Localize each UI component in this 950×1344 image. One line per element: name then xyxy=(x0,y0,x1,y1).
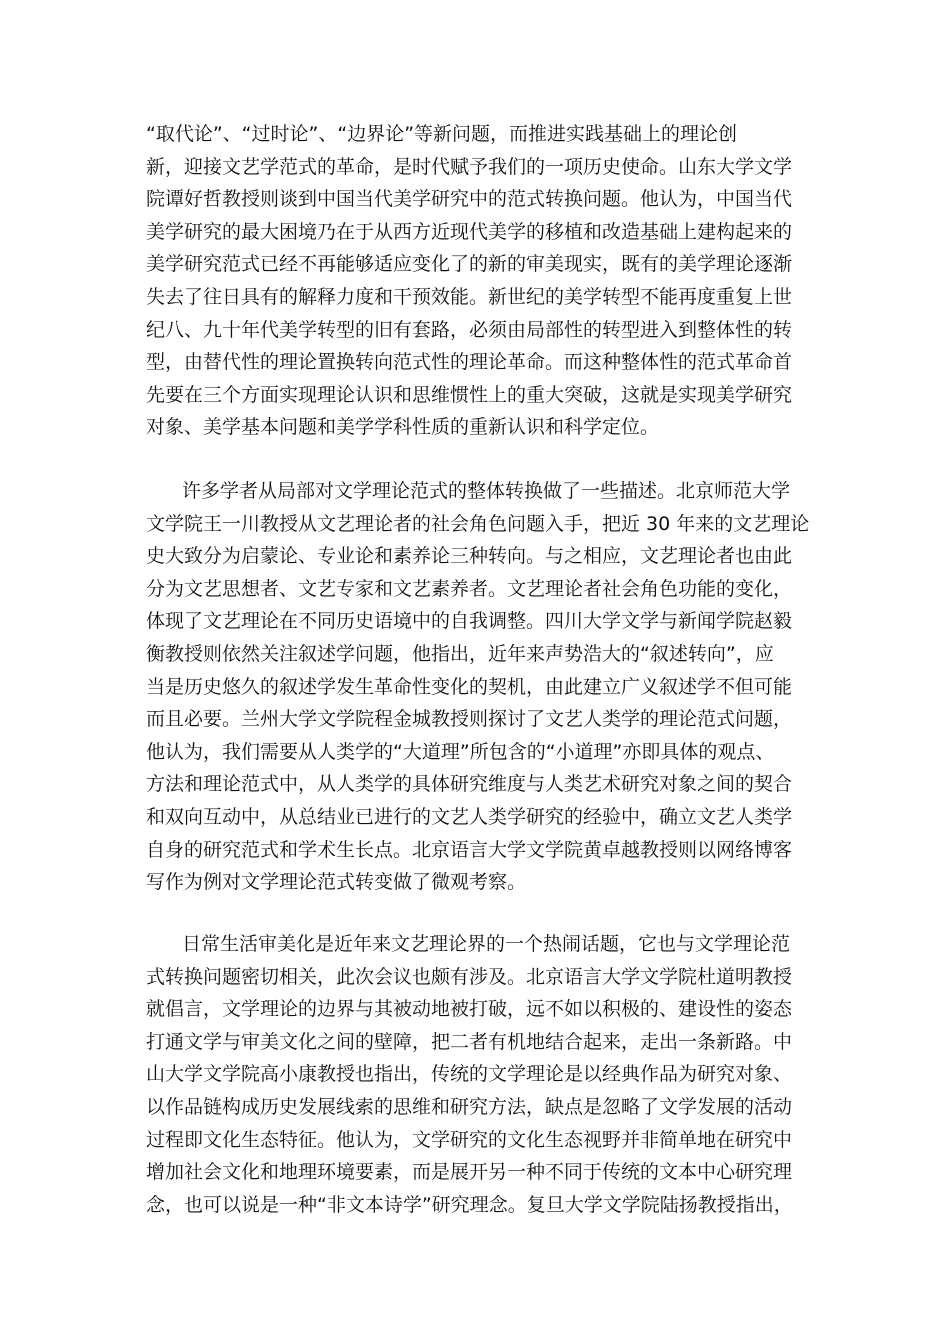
text-line: 先要在三个方面实现理论认识和思维惯性上的重大突破，这就是实现美学研究 xyxy=(146,383,793,406)
text-line: 文学院王一川教授从文艺理论者的社会角色问题入手，把近 30 年来的文艺理论 xyxy=(146,512,810,535)
text-line: 式转换问题密切相关，此次会议也颇有涉及。北京语言大学文学院杜道明教授 xyxy=(146,965,793,988)
text-line: 美学研究范式已经不再能够适应变化了的新的审美现实，既有的美学理论逐渐 xyxy=(146,253,793,276)
text-line: 念，也可以说是一种“非文本诗学”研究理念。复旦大学文学院陆扬教授指出， xyxy=(146,1193,793,1216)
paragraph-3 xyxy=(146,928,793,1221)
text-line: 院谭好哲教授则谈到中国当代美学研究中的范式转换问题。他认为，中国当代 xyxy=(146,188,793,211)
text-line: 而且必要。兰州大学文学院程金城教授则探讨了文艺人类学的理论范式问题， xyxy=(146,708,793,731)
text-line: 山大学文学院高小康教授也指出，传统的文学理论是以经典作品为研究对象、 xyxy=(146,1063,793,1086)
paragraph-1 xyxy=(146,118,792,444)
text-line: 日常生活审美化是近年来文艺理论界的一个热闹话题，它也与文学理论范 xyxy=(182,933,791,955)
text-line: 新，迎接文艺学范式的革命，是时代赋予我们的一项历史使命。山东大学文学 xyxy=(146,155,793,178)
text-line: 写作为例对文学理论范式转变做了微观考察。 xyxy=(146,871,527,894)
text-line: 史大致分为启蒙论、专业论和素养论三种转向。与之相应，文艺理论者也由此 xyxy=(146,545,793,568)
text-line: 美学研究的最大困境乃在于从西方近现代美学的移植和改造基础上建构起来的 xyxy=(146,220,793,243)
text-line: 当是历史悠久的叙述学发生革命性变化的契机，由此建立广义叙述学不但可能 xyxy=(146,675,793,698)
text-line: 增加社会文化和地理环境要素，而是展开另一种不同于传统的文本中心研究理 xyxy=(146,1161,793,1184)
text-line: 自身的研究范式和学术生长点。北京语言大学文学院黄卓越教授则以网络博客 xyxy=(146,838,793,861)
text-line: 分为文艺思想者、文艺专家和文艺素养者。文艺理论者社会角色功能的变化， xyxy=(146,577,793,600)
paragraph-2 xyxy=(146,475,809,899)
text-line: 对象、美学基本问题和美学学科性质的重新认识和科学定位。 xyxy=(146,416,660,439)
text-line: 和双向互动中，从总结业已进行的文艺人类学研究的经验中，确立文艺人类学 xyxy=(146,805,793,828)
text-line: 体现了文艺理论在不同历史语境中的自我调整。四川大学文学与新闻学院赵毅 xyxy=(146,610,793,633)
text-line: 过程即文化生态特征。他认为，文学研究的文化生态视野并非简单地在研究中 xyxy=(146,1128,793,1151)
text-line: “取代论”、“过时论”、“边界论”等新问题，而推进实践基础上的理论创 xyxy=(146,123,738,145)
text-line: 以作品链构成历史发展线索的思维和研究方法，缺点是忽略了文学发展的活动 xyxy=(146,1095,793,1118)
text-line: 方法和理论范式中，从人类学的具体研究维度与人类艺术研究对象之间的契合 xyxy=(146,773,793,796)
text-line: 纪八、九十年代美学转型的旧有套路，必须由局部性的转型进入到整体性的转 xyxy=(146,318,793,341)
text-line: 他认为，我们需要从人类学的“大道理”所包含的“小道理”亦即具体的观点、 xyxy=(146,740,775,763)
text-line: 衡教授则依然关注叙述学问题，他指出，近年来声势浩大的“叙述转向”，应 xyxy=(146,642,774,665)
text-line: 失去了往日具有的解释力度和干预效能。新世纪的美学转型不能再度重复上世 xyxy=(146,285,793,308)
text-line: 型，由替代性的理论置换转向范式性的理论革命。而这种整体性的范式革命首 xyxy=(146,351,793,374)
text-line: 打通文学与审美文化之间的壁障，把二者有机地结合起来，走出一条新路。中 xyxy=(146,1030,793,1053)
text-line: 许多学者从局部对文学理论范式的整体转换做了一些描述。北京师范大学 xyxy=(182,480,791,502)
text-line: 就倡言，文学理论的边界与其被动地被打破，远不如以积极的、建设性的姿态 xyxy=(146,998,793,1021)
